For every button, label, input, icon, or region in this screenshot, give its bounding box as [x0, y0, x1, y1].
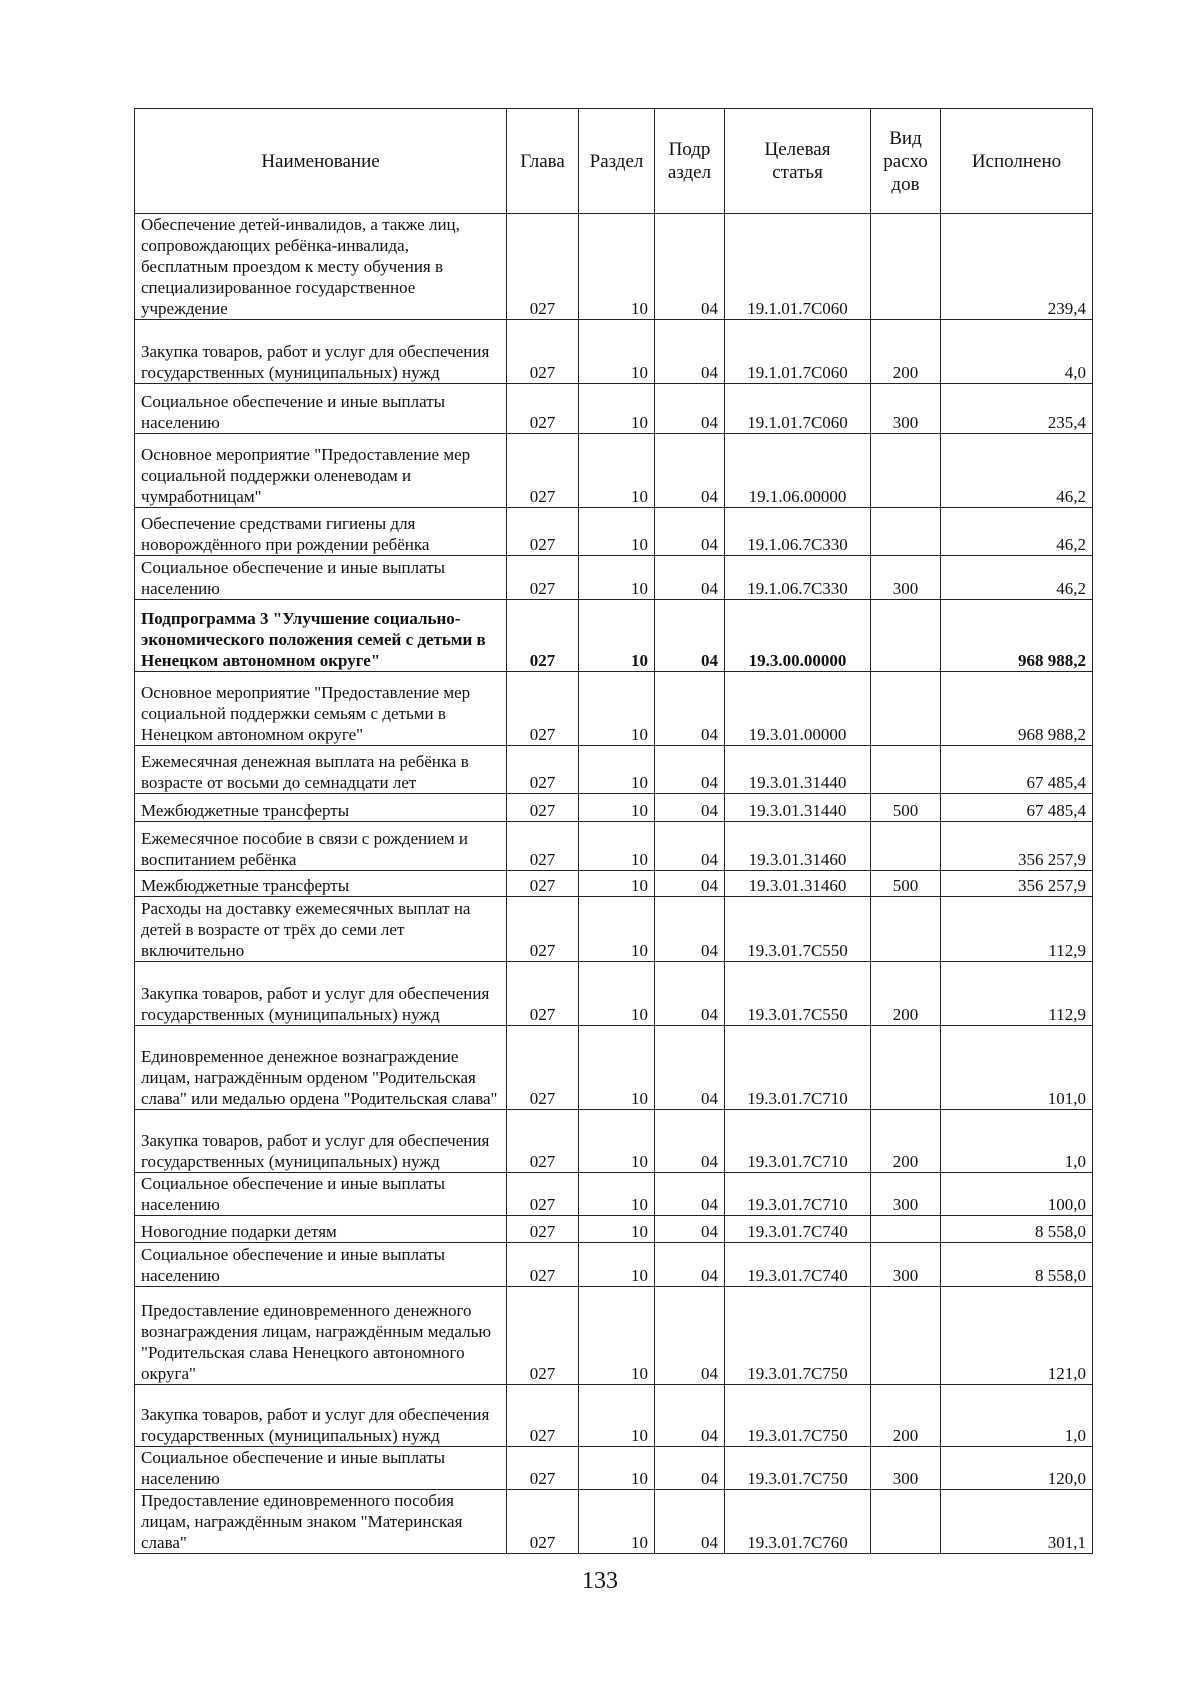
row-executed-amount: 356 257,9	[941, 871, 1093, 897]
row-subsection: 04	[655, 962, 725, 1026]
table-row	[135, 1110, 1093, 1173]
row-name: Обеспечение детей-инвалидов, а также лиц, сопровождающих ребёнка-инвалида, бесплатным проездом к месту обучения в специализированное государственное учреждение	[135, 214, 507, 320]
row-expense-type	[871, 897, 941, 962]
row-subsection: 04	[655, 1216, 725, 1243]
row-executed-amount: 112,9	[941, 962, 1093, 1026]
row-executed-amount: 356 257,9	[941, 822, 1093, 871]
row-executed-amount: 101,0	[941, 1026, 1093, 1110]
row-target-article: 19.3.01.7С740	[725, 1216, 871, 1243]
row-executed-amount: 968 988,2	[941, 672, 1093, 746]
row-target-article: 19.3.01.31460	[725, 822, 871, 871]
row-name: Закупка товаров, работ и услуг для обеспечения государственных (муниципальных) нужд	[135, 1110, 507, 1173]
row-executed-amount: 8 558,0	[941, 1216, 1093, 1243]
table-row	[135, 600, 1093, 672]
row-target-article: 19.3.01.7С550	[725, 897, 871, 962]
row-subsection: 04	[655, 1243, 725, 1287]
row-target-article: 19.3.01.7С750	[725, 1447, 871, 1490]
row-target-article: 19.3.01.7С550	[725, 962, 871, 1026]
table-row	[135, 1385, 1093, 1447]
table-row	[135, 434, 1093, 508]
row-subsection: 04	[655, 600, 725, 672]
row-chapter: 027	[507, 1026, 579, 1110]
row-expense-type: 300	[871, 556, 941, 600]
table-row	[135, 320, 1093, 384]
row-expense-type	[871, 672, 941, 746]
row-executed-amount: 112,9	[941, 897, 1093, 962]
row-target-article: 19.1.06.7С330	[725, 508, 871, 556]
row-subsection: 04	[655, 897, 725, 962]
row-subsection: 04	[655, 1173, 725, 1216]
row-section: 10	[579, 1385, 655, 1447]
row-expense-type	[871, 822, 941, 871]
row-section: 10	[579, 962, 655, 1026]
row-chapter: 027	[507, 822, 579, 871]
row-name: Предоставление единовременного пособия лицам, награждённым знаком "Материнская слава"	[135, 1490, 507, 1554]
row-expense-type: 200	[871, 1385, 941, 1447]
row-section: 10	[579, 1173, 655, 1216]
row-subsection: 04	[655, 1110, 725, 1173]
row-chapter: 027	[507, 962, 579, 1026]
row-expense-type	[871, 1026, 941, 1110]
row-name: Закупка товаров, работ и услуг для обеспечения государственных (муниципальных) нужд	[135, 962, 507, 1026]
row-target-article: 19.3.01.31440	[725, 794, 871, 822]
row-name: Закупка товаров, работ и услуг для обеспечения государственных (муниципальных) нужд	[135, 320, 507, 384]
row-section: 10	[579, 214, 655, 320]
table-header	[135, 109, 1093, 214]
row-executed-amount: 1,0	[941, 1110, 1093, 1173]
header-type-line1: Вид	[889, 127, 922, 149]
row-executed-amount: 67 485,4	[941, 794, 1093, 822]
row-target-article: 19.3.00.00000	[725, 600, 871, 672]
row-subsection: 04	[655, 1447, 725, 1490]
row-subsection: 04	[655, 384, 725, 434]
row-executed-amount: 67 485,4	[941, 746, 1093, 794]
row-target-article: 19.3.01.00000	[725, 672, 871, 746]
header-row	[135, 109, 1093, 214]
row-chapter: 027	[507, 871, 579, 897]
row-section: 10	[579, 1447, 655, 1490]
row-section: 10	[579, 1110, 655, 1173]
table-row	[135, 1490, 1093, 1554]
row-expense-type	[871, 508, 941, 556]
row-expense-type: 300	[871, 1243, 941, 1287]
row-chapter: 027	[507, 746, 579, 794]
row-name: Подпрограмма 3 "Улучшение социально-экономического положения семей с детьми в Ненецком автономном округе"	[135, 600, 507, 672]
row-name: Межбюджетные трансферты	[135, 794, 507, 822]
row-section: 10	[579, 1490, 655, 1554]
row-expense-type: 300	[871, 1173, 941, 1216]
table-row	[135, 822, 1093, 871]
header-expense-type	[871, 109, 941, 214]
row-name: Ежемесячное пособие в связи с рождением и воспитанием ребёнка	[135, 822, 507, 871]
row-executed-amount: 239,4	[941, 214, 1093, 320]
row-executed-amount: 235,4	[941, 384, 1093, 434]
row-expense-type	[871, 746, 941, 794]
table-row	[135, 1287, 1093, 1385]
row-section: 10	[579, 320, 655, 384]
row-target-article: 19.3.01.7С750	[725, 1287, 871, 1385]
row-name: Социальное обеспечение и иные выплаты населению	[135, 1447, 507, 1490]
row-executed-amount: 46,2	[941, 434, 1093, 508]
row-expense-type: 300	[871, 384, 941, 434]
row-subsection: 04	[655, 434, 725, 508]
header-executed: Исполнено	[941, 109, 1093, 214]
row-chapter: 027	[507, 672, 579, 746]
row-expense-type: 200	[871, 962, 941, 1026]
row-name: Межбюджетные трансферты	[135, 871, 507, 897]
row-expense-type	[871, 214, 941, 320]
row-executed-amount: 4,0	[941, 320, 1093, 384]
row-subsection: 04	[655, 1287, 725, 1385]
row-target-article: 19.3.01.7С740	[725, 1243, 871, 1287]
row-target-article: 19.1.01.7С060	[725, 384, 871, 434]
row-section: 10	[579, 384, 655, 434]
header-chapter: Глава	[507, 109, 579, 214]
row-expense-type: 200	[871, 320, 941, 384]
table-body	[135, 214, 1093, 1554]
row-chapter: 027	[507, 794, 579, 822]
row-name: Закупка товаров, работ и услуг для обеспечения государственных (муниципальных) нужд	[135, 1385, 507, 1447]
row-target-article: 19.1.01.7С060	[725, 320, 871, 384]
row-section: 10	[579, 1243, 655, 1287]
row-subsection: 04	[655, 794, 725, 822]
row-subsection: 04	[655, 214, 725, 320]
row-executed-amount: 968 988,2	[941, 600, 1093, 672]
row-subsection: 04	[655, 822, 725, 871]
table-row	[135, 897, 1093, 962]
row-section: 10	[579, 508, 655, 556]
header-target-line2: статья	[772, 162, 823, 183]
row-expense-type	[871, 434, 941, 508]
row-target-article: 19.3.01.7С760	[725, 1490, 871, 1554]
row-chapter: 027	[507, 1385, 579, 1447]
row-target-article: 19.3.01.31440	[725, 746, 871, 794]
row-name: Основное мероприятие "Предоставление мер социальной поддержки семьям с детьми в Ненецком автономном округе"	[135, 672, 507, 746]
header-target-line1: Целевая	[764, 139, 831, 160]
row-name: Социальное обеспечение и иные выплаты населению	[135, 1173, 507, 1216]
row-subsection: 04	[655, 746, 725, 794]
table-row	[135, 1216, 1093, 1243]
row-chapter: 027	[507, 1447, 579, 1490]
row-chapter: 027	[507, 320, 579, 384]
row-chapter: 027	[507, 1490, 579, 1554]
row-executed-amount: 8 558,0	[941, 1243, 1093, 1287]
header-subsection-line1: Подр	[668, 139, 711, 160]
table-row	[135, 1447, 1093, 1490]
row-chapter: 027	[507, 1287, 579, 1385]
row-executed-amount: 100,0	[941, 1173, 1093, 1216]
row-expense-type	[871, 1287, 941, 1385]
row-executed-amount: 121,0	[941, 1287, 1093, 1385]
row-subsection: 04	[655, 1385, 725, 1447]
row-expense-type: 500	[871, 794, 941, 822]
row-section: 10	[579, 1026, 655, 1110]
row-chapter: 027	[507, 1110, 579, 1173]
row-section: 10	[579, 746, 655, 794]
header-type-line2: расхо	[883, 150, 928, 172]
row-expense-type	[871, 1216, 941, 1243]
row-subsection: 04	[655, 871, 725, 897]
row-subsection: 04	[655, 1490, 725, 1554]
row-section: 10	[579, 871, 655, 897]
row-section: 10	[579, 897, 655, 962]
row-expense-type: 500	[871, 871, 941, 897]
row-target-article: 19.1.01.7С060	[725, 214, 871, 320]
row-target-article: 19.1.06.00000	[725, 434, 871, 508]
row-chapter: 027	[507, 434, 579, 508]
budget-execution-table	[134, 108, 1093, 1554]
table-row	[135, 384, 1093, 434]
row-section: 10	[579, 600, 655, 672]
row-target-article: 19.3.01.31460	[725, 871, 871, 897]
row-executed-amount: 120,0	[941, 1447, 1093, 1490]
row-executed-amount: 46,2	[941, 508, 1093, 556]
row-section: 10	[579, 434, 655, 508]
row-expense-type: 300	[871, 1447, 941, 1490]
row-section: 10	[579, 672, 655, 746]
row-section: 10	[579, 1287, 655, 1385]
row-subsection: 04	[655, 556, 725, 600]
row-chapter: 027	[507, 897, 579, 962]
row-executed-amount: 301,1	[941, 1490, 1093, 1554]
header-name: Наименование	[135, 109, 507, 214]
header-type-line3: дов	[891, 173, 920, 195]
row-section: 10	[579, 794, 655, 822]
row-expense-type	[871, 600, 941, 672]
row-name: Социальное обеспечение и иные выплаты населению	[135, 1243, 507, 1287]
row-name: Социальное обеспечение и иные выплаты населению	[135, 384, 507, 434]
row-name: Новогодние подарки детям	[135, 1216, 507, 1243]
row-name: Обеспечение средствами гигиены для новорождённого при рождении ребёнка	[135, 508, 507, 556]
row-executed-amount: 1,0	[941, 1385, 1093, 1447]
table-row	[135, 1243, 1093, 1287]
header-subsection	[655, 109, 725, 214]
row-chapter: 027	[507, 556, 579, 600]
page-number: 133	[582, 1568, 618, 1594]
row-subsection: 04	[655, 1026, 725, 1110]
row-name: Единовременное денежное вознаграждение лицам, награждённым орденом "Родительская слава" или медалью ордена "Родительская слава"	[135, 1026, 507, 1110]
row-target-article: 19.1.06.7С330	[725, 556, 871, 600]
table-row	[135, 508, 1093, 556]
table-row	[135, 746, 1093, 794]
row-section: 10	[579, 556, 655, 600]
row-subsection: 04	[655, 320, 725, 384]
row-target-article: 19.3.01.7С710	[725, 1173, 871, 1216]
row-chapter: 027	[507, 1243, 579, 1287]
table-row	[135, 214, 1093, 320]
row-chapter: 027	[507, 1216, 579, 1243]
table-row	[135, 556, 1093, 600]
table-row	[135, 871, 1093, 897]
row-chapter: 027	[507, 384, 579, 434]
header-section: Раздел	[579, 109, 655, 214]
row-section: 10	[579, 1216, 655, 1243]
table-row	[135, 962, 1093, 1026]
table-row	[135, 1173, 1093, 1216]
row-name: Основное мероприятие "Предоставление мер социальной поддержки оленеводам и чумработницам"	[135, 434, 507, 508]
row-expense-type	[871, 1490, 941, 1554]
row-subsection: 04	[655, 672, 725, 746]
header-target-article	[725, 109, 871, 214]
row-chapter: 027	[507, 1173, 579, 1216]
table-row	[135, 672, 1093, 746]
row-name: Ежемесячная денежная выплата на ребёнка в возрасте от восьми до семнадцати лет	[135, 746, 507, 794]
row-name: Социальное обеспечение и иные выплаты населению	[135, 556, 507, 600]
row-section: 10	[579, 822, 655, 871]
row-target-article: 19.3.01.7С710	[725, 1110, 871, 1173]
row-expense-type: 200	[871, 1110, 941, 1173]
row-chapter: 027	[507, 508, 579, 556]
row-target-article: 19.3.01.7С750	[725, 1385, 871, 1447]
header-subsection-line2: аздел	[667, 162, 712, 183]
table-row	[135, 1026, 1093, 1110]
row-name: Предоставление единовременного денежного вознаграждения лицам, награждённым медалью "Родительская слава Ненецкого автономного округа"	[135, 1287, 507, 1385]
row-subsection: 04	[655, 508, 725, 556]
table-row	[135, 794, 1093, 822]
row-name: Расходы на доставку ежемесячных выплат на детей в возрасте от трёх до семи лет включительно	[135, 897, 507, 962]
row-target-article: 19.3.01.7С710	[725, 1026, 871, 1110]
row-chapter: 027	[507, 600, 579, 672]
row-chapter: 027	[507, 214, 579, 320]
row-executed-amount: 46,2	[941, 556, 1093, 600]
